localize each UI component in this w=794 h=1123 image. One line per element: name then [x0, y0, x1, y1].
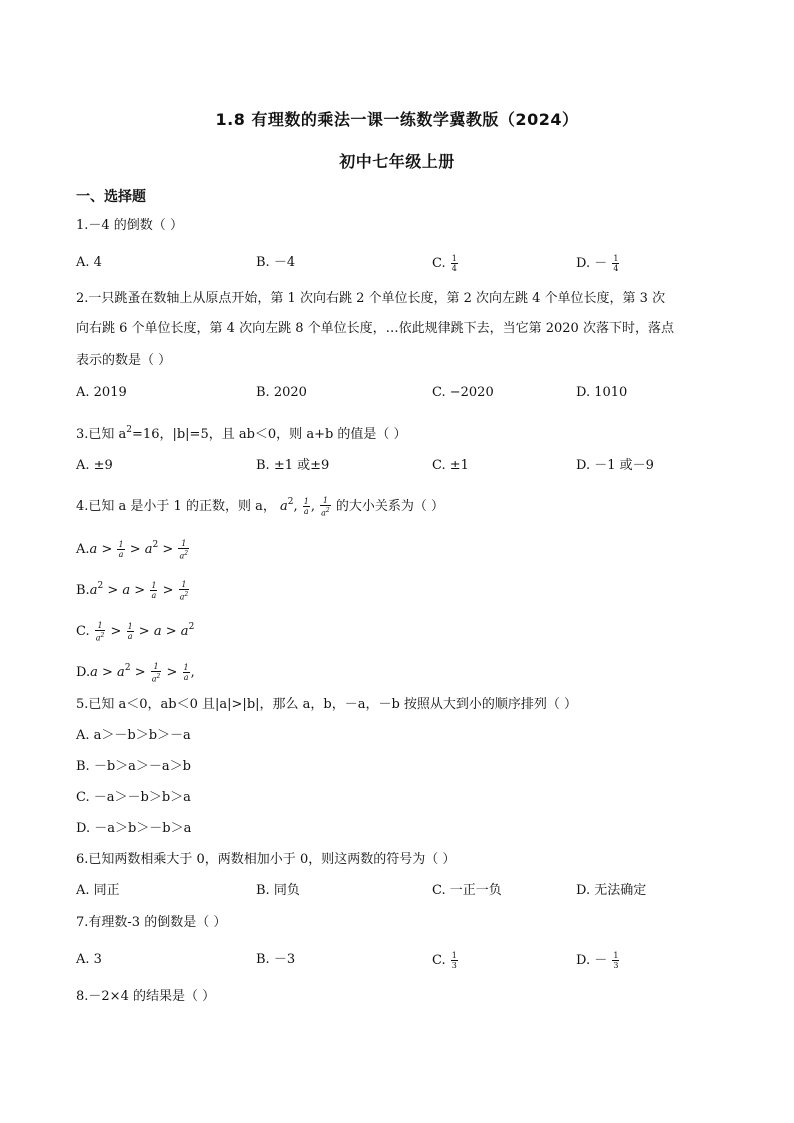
page-title: 1.8 有理数的乘法一课一练数学冀教版（2024） [215, 110, 579, 129]
question-7-option-c: C. $\frac{1}{3}$ [432, 951, 457, 970]
question-2-option-b: B. 2020 [256, 385, 307, 400]
question-2-option-c: C. −2020 [432, 385, 494, 400]
question-7-option-d: D. － $\frac{1}{3}$ [576, 951, 619, 970]
question-5-option-b: B. －b＞a＞－a＞b [76, 759, 191, 774]
question-4-option-a: A.a > $\frac{1}{a}$ > $a^2$ > $\frac{1}{a^2}$ [76, 538, 189, 561]
question-2-stem-line-3: 表示的数是（ ） [76, 353, 172, 368]
question-3-stem: 3.已知 $a^2=16$，|b|=5，且 ab＜0，则 a+b 的值是（ ） [76, 425, 407, 442]
question-2-option-a: A. 2019 [76, 385, 127, 400]
fraction: $\frac{1}{4}$ [613, 254, 619, 273]
question-7-stem: 7.有理数-3 的倒数是（ ） [76, 915, 227, 930]
page-subtitle: 初中七年级上册 [339, 152, 455, 171]
question-3-option-d: D. －1 或－9 [576, 458, 654, 473]
question-5-stem: 5.已知 a＜0，ab＜0 且|a|>|b|，那么 a，b，－a，－b 按照从大到小的顺序排列（ ） [76, 697, 578, 712]
question-4-option-d: $D.a > a^2$ > $\frac{1}{a^2}$ > $\frac{1}{a}$ , [76, 661, 195, 684]
question-5-option-a: A. a＞－b＞b＞－a [76, 728, 191, 743]
question-1-option-d: D. － $\frac{1}{4}$ [576, 254, 619, 273]
question-2-stem-line-1: 2.一只跳蚤在数轴上从原点开始，第 1 次向右跳 2 个单位长度，第 2 次向左跳 4 个单位长度，第 3 次 [76, 291, 666, 306]
question-7-option-b: B. －3 [256, 952, 296, 967]
question-2-option-d: D. 1010 [576, 385, 628, 400]
question-7-option-a: A. 3 [76, 952, 102, 967]
question-4-option-b: $B.a^2 > a$ > $\frac{1}{a}$ > $\frac{1}{a^2}$ [76, 579, 189, 602]
question-6-option-d: D. 无法确定 [576, 883, 647, 898]
question-2-stem-line-2: 向右跳 6 个单位长度，第 4 次向左跳 8 个单位长度，…依此规律跳下去，当它第 2020 次落下时，落点 [76, 321, 674, 336]
fraction: $\frac{1}{4}$ [451, 254, 457, 273]
question-1-option-a: A. 4 [76, 255, 102, 270]
question-6-option-a: A. 同正 [76, 883, 120, 898]
question-4-stem: 4.已知 a 是小于 1 的正数，则 a， $a^2$, $\frac{1}{a}$ , $\frac{1}{a^2}$ 的大小关系为（ ） [76, 495, 445, 518]
question-5-option-c: C. －a＞－b＞b＞a [76, 790, 191, 805]
section-heading: 一、选择题 [76, 189, 146, 205]
question-3-option-c: C. ±1 [432, 458, 469, 473]
question-1-option-c: C. $\frac{1}{4}$ [432, 254, 457, 273]
question-5-option-d: D. －a＞b＞－b＞a [76, 821, 192, 836]
question-1-stem: 1.－4 的倒数（ ） [76, 218, 183, 233]
question-4-option-c: C. $\frac{1}{a^2}$ > $\frac{1}{a}$ > $a > a^2$ [76, 620, 195, 643]
question-6-option-b: B. 同负 [256, 883, 300, 898]
question-6-stem: 6.已知两数相乘大于 0，两数相加小于 0，则这两数的符号为（ ） [76, 852, 456, 867]
question-6-option-c: C. 一正一负 [432, 883, 502, 898]
question-1-option-b: B. －4 [256, 255, 296, 270]
question-3-option-a: A. ±9 [76, 458, 113, 473]
question-3-option-b: B. ±1 或±9 [256, 458, 330, 473]
question-8-stem: 8.－2×4 的结果是（ ） [76, 989, 216, 1004]
